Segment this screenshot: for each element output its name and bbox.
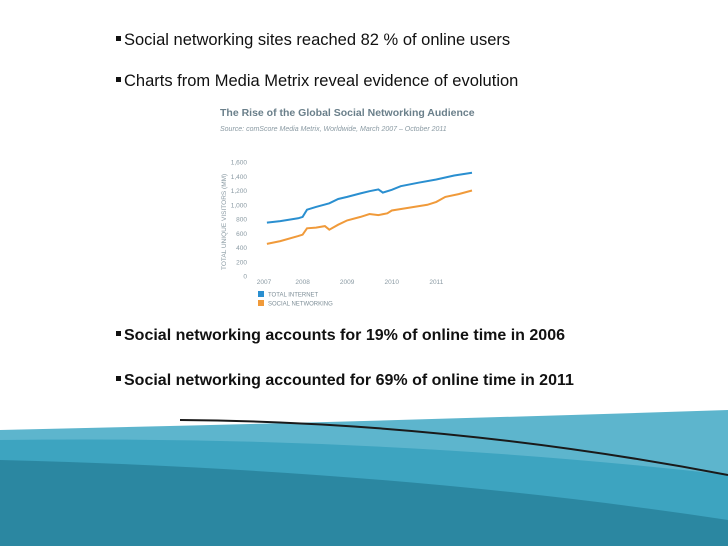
bullet-2 (116, 72, 518, 91)
social-networking-line (267, 191, 472, 244)
x-tick-label: 2011 (429, 279, 444, 286)
chart-title: The Rise of the Global Social Networking Audience (220, 107, 475, 119)
bullet-1 (116, 31, 510, 50)
x-tick-label: 2009 (339, 279, 355, 286)
y-axis-label: TOTAL UNIQUE VISITORS (MM) (221, 173, 228, 270)
y-tick-label: 0 (243, 273, 247, 281)
y-tick-label: 1,000 (230, 202, 247, 210)
bullet-3 (116, 327, 565, 345)
total-internet-line (267, 173, 472, 223)
y-tick-label: 1,600 (230, 159, 247, 167)
bullet-square-icon (116, 331, 121, 336)
x-tick-label: 2010 (384, 279, 399, 286)
bullet-1-text: Social networking sites reached 82 % of online users (124, 31, 511, 49)
y-tick-label: 1,200 (230, 188, 247, 195)
y-tick-label: 800 (236, 216, 247, 224)
legend-label: SOCIAL NETWORKING (268, 301, 333, 308)
teal-wave-decoration (0, 400, 728, 546)
bullet-2-text: Charts from Media Metrix reveal evidence of evolution (124, 72, 519, 90)
bullet-square-icon (116, 376, 121, 381)
bullet-4-text: Social networking accounted for 69% of online time in 2011 (124, 372, 574, 389)
bullet-4 (116, 372, 574, 390)
legend-swatch (258, 291, 264, 297)
y-tick-label: 200 (236, 259, 247, 267)
bullet-square-icon (116, 36, 121, 41)
chart-subtitle: Source: comScore Media Metrix, Worldwide, March 2007 – October 2011 (220, 126, 447, 133)
bullet-3-text: Social networking accounts for 19% of online time in 2006 (124, 327, 565, 344)
legend-swatch (258, 300, 264, 306)
legend-label: TOTAL INTERNET (268, 292, 319, 299)
x-tick-label: 2007 (256, 279, 272, 286)
x-tick-label: 2008 (295, 279, 310, 286)
social-networking-chart (210, 100, 500, 325)
y-tick-label: 1,400 (230, 173, 247, 181)
y-tick-label: 400 (236, 245, 247, 252)
bullet-square-icon (116, 77, 121, 82)
y-tick-label: 600 (236, 230, 247, 238)
